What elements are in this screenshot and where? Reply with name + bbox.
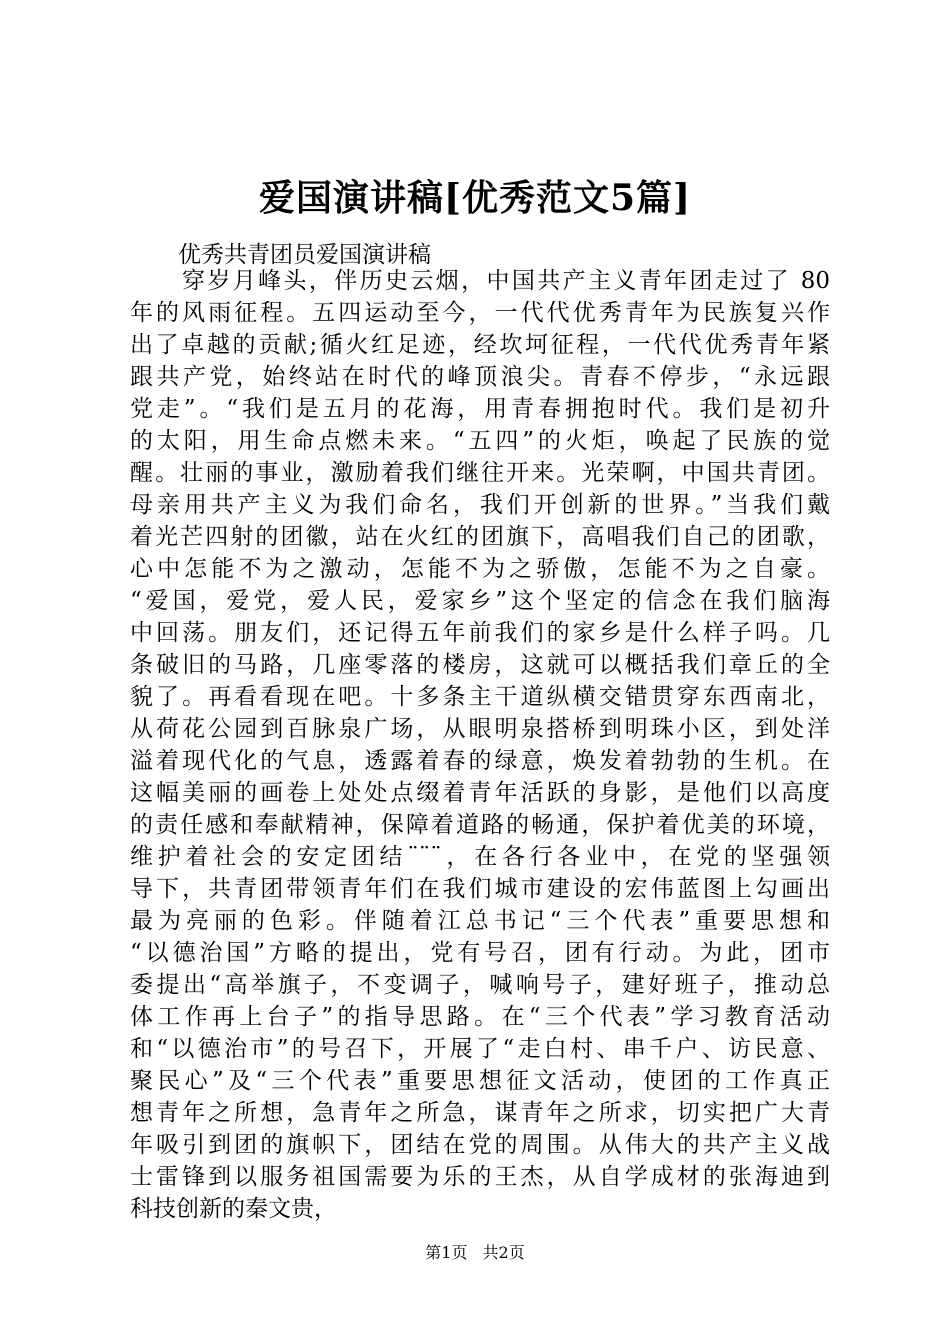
paragraph-line: 年的风雨征程。五四运动至今，一代代优秀青年为民族复兴作	[130, 300, 830, 326]
paragraph-line: 条破旧的马路，几座零落的楼房，这就可以概括我们章丘的全	[130, 652, 830, 678]
paragraph-line: 维护着社会的安定团结¨¨¨，在各行各业中，在党的坚强领	[130, 844, 830, 870]
page-count: 共2页	[482, 1243, 525, 1262]
paragraph-line: 母亲用共产主义为我们命名，我们开创新的世界。”当我们戴	[130, 492, 830, 518]
paragraph-line: 和“以德治市”的号召下，开展了“走白村、串千户、访民意、	[130, 1036, 830, 1062]
paragraph-line: 溢着现代化的气息，透露着春的绿意，焕发着勃勃的生机。在	[130, 748, 830, 774]
paragraph-line: 跟共产党，始终站在时代的峰顶浪尖。青春不停步，“永远跟	[130, 364, 830, 390]
paragraph-line: 貌了。再看看现在吧。十多条主干道纵横交错贯穿东西南北，	[130, 684, 830, 710]
paragraph-line: 想青年之所想，急青年之所急，谋青年之所求，切实把广大青	[130, 1100, 830, 1126]
page-footer	[0, 1243, 950, 1263]
paragraph-line: 中回荡。朋友们，还记得五年前我们的家乡是什么样子吗。几	[130, 620, 830, 646]
page-number: 第1页	[425, 1243, 468, 1262]
paragraph-line: 的太阳，用生命点燃未来。“五四”的火炬，唤起了民族的觉	[130, 428, 830, 454]
paragraph-line: 这幅美丽的画卷上处处点缀着青年活跃的身影，是他们以高度	[130, 780, 830, 806]
paragraph-line: 心中怎能不为之激动，怎能不为之骄傲，怎能不为之自豪。	[130, 556, 830, 582]
paragraph-line: 出了卓越的贡献;循火红足迹，经坎坷征程，一代代优秀青年紧	[130, 332, 830, 358]
paragraph-line: 党走”。“我们是五月的花海，用青春拥抱时代。我们是初升	[130, 396, 830, 422]
paragraph-line: 的责任感和奉献精神，保障着道路的畅通，保护着优美的环境，	[130, 812, 830, 838]
paragraph-line: “爱国，爱党，爱人民，爱家乡”这个坚定的信念在我们脑海	[130, 588, 830, 614]
paragraph-line: 醒。壮丽的事业，激励着我们继往开来。光荣啊，中国共青团。	[130, 460, 830, 486]
paragraph-line: 最为亮丽的色彩。伴随着江总书记“三个代表”重要思想和	[130, 908, 830, 934]
paragraph-line: 科技创新的秦文贵，	[130, 1196, 337, 1222]
paragraph-line: 年吸引到团的旗帜下，团结在党的周围。从伟大的共产主义战	[130, 1132, 830, 1158]
document-subtitle: 优秀共青团员爱国演讲稿	[178, 242, 431, 268]
paragraph-line: “以德治国”方略的提出，党有号召，团有行动。为此，团市	[130, 940, 830, 966]
document-title: 爱国演讲稿[优秀范文5篇]	[258, 177, 692, 219]
paragraph-line: 穿岁月峰头，伴历史云烟，中国共产主义青年团走过了 80	[182, 268, 830, 294]
paragraph-line: 导下，共青团带领青年们在我们城市建设的宏伟蓝图上勾画出	[130, 876, 830, 902]
paragraph-line: 士雷锋到以服务祖国需要为乐的王杰，从自学成材的张海迪到	[130, 1164, 830, 1190]
paragraph-line: 体工作再上台子”的指导思路。在“三个代表”学习教育活动	[130, 1004, 830, 1030]
paragraph-line: 着光芒四射的团徽，站在火红的团旗下，高唱我们自己的团歌，	[130, 524, 830, 550]
paragraph-line: 聚民心”及“三个代表”重要思想征文活动，使团的工作真正	[130, 1068, 830, 1094]
paragraph-line: 委提出“高举旗子，不变调子，喊响号子，建好班子，推动总	[130, 972, 830, 998]
paragraph-line: 从荷花公园到百脉泉广场，从眼明泉搭桥到明珠小区，到处洋	[130, 716, 830, 742]
document-body	[130, 265, 830, 1225]
